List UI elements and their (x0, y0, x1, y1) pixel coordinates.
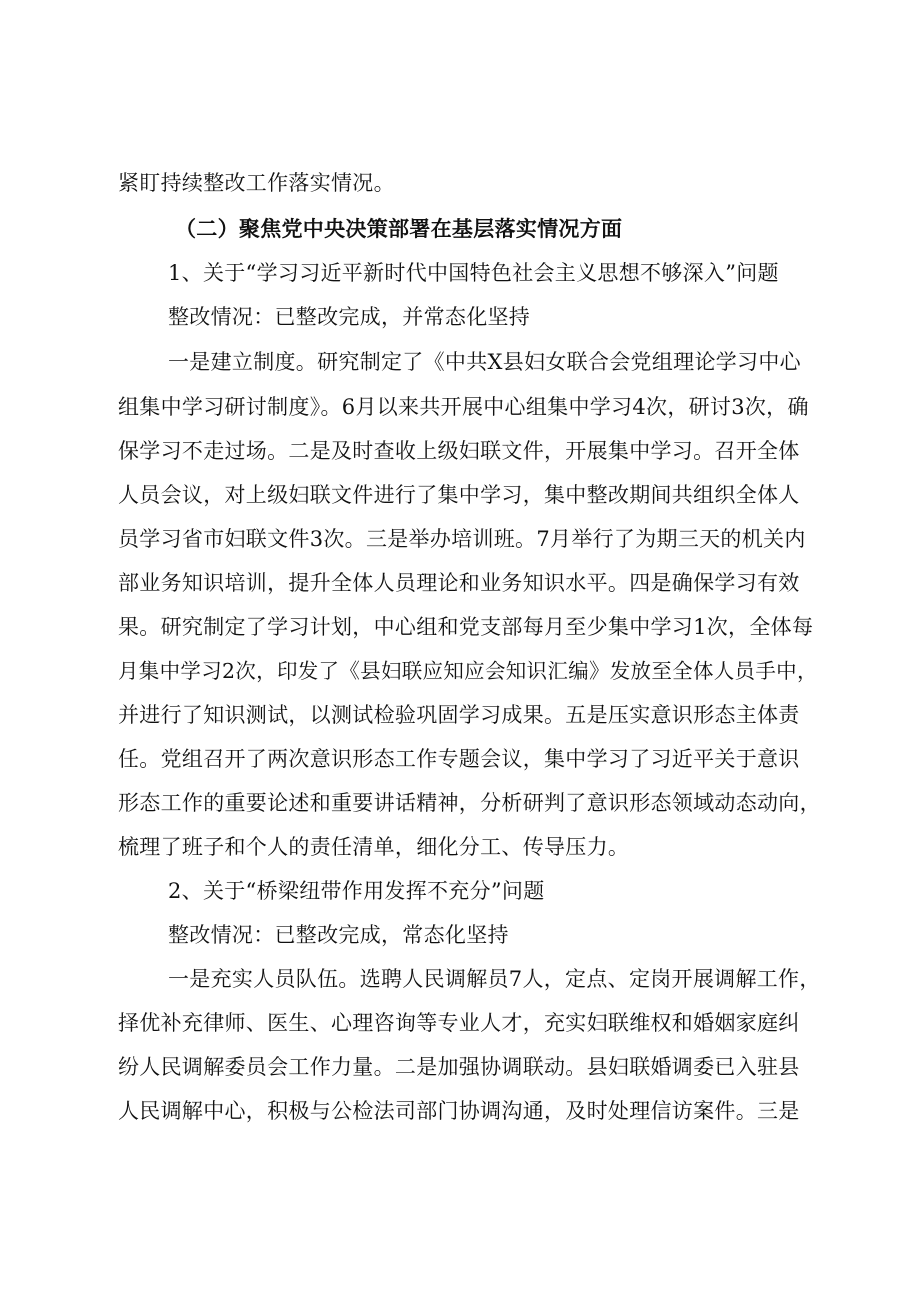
paragraph-line: 梳理了班子和个人的责任清单，细化分工、传导压力。 (118, 835, 630, 859)
issue-title-1: 1、关于“学习习近平新时代中国特色社会主义思想不够深入”问题 (168, 261, 779, 285)
paragraph-line: 果。研究制定了学习计划，中心组和党支部每月至少集中学习1次，全体每 (118, 615, 814, 639)
paragraph-line: 一是充实人员队伍。选聘人民调解员7人，定点、定岗开展调解工作， (168, 967, 821, 991)
status-line-1: 整改情况：已整改完成，并常态化坚持 (168, 305, 531, 329)
paragraph-line: 组集中学习研讨制度》。6月以来共开展中心组集中学习4次，研讨3次，确 (118, 395, 809, 419)
paragraph-line: 人民调解中心，积极与公检法司部门协调沟通，及时处理信访案件。三是 (118, 1099, 800, 1123)
paragraph-line: 员学习省市妇联文件3次。三是举办培训班。7月举行了为期三天的机关内 (118, 527, 806, 551)
paragraph-line: 纷人民调解委员会工作力量。二是加强协调联动。县妇联婚调委已入驻县 (118, 1055, 800, 1079)
paragraph-line: 并进行了知识测试，以测试检验巩固学习成果。五是压实意识形态主体责 (118, 703, 800, 727)
paragraph-line: 形态工作的重要论述和重要讲话精神，分析研判了意识形态领域动态动向， (118, 791, 821, 815)
status-line-2: 整改情况：已整改完成，常态化坚持 (168, 923, 509, 947)
paragraph-line: 任。党组召开了两次意识形态工作专题会议，集中学习了习近平关于意识 (118, 747, 800, 771)
paragraph-line: 保学习不走过场。二是及时查收上级妇联文件，开展集中学习。召开全体 (118, 439, 800, 463)
text-line-continuation: 紧盯持续整改工作落实情况。 (118, 171, 395, 195)
paragraph-line: 人员会议，对上级妇联文件进行了集中学习，集中整改期间共组织全体人 (118, 483, 800, 507)
paragraph-line: 择优补充律师、医生、心理咨询等专业人才，充实妇联维权和婚姻家庭纠 (118, 1011, 800, 1035)
paragraph-line: 部业务知识培训，提升全体人员理论和业务知识水平。四是确保学习有效 (118, 571, 800, 595)
paragraph-line: 月集中学习2次，印发了《县妇联应知应会知识汇编》发放至全体人员手中， (118, 659, 818, 683)
issue-title-2: 2、关于“桥梁纽带作用发挥不充分”问题 (168, 879, 545, 903)
section-heading: （二）聚焦党中央决策部署在基层落实情况方面 (175, 216, 623, 241)
paragraph-line: 一是建立制度。研究制定了《中共X县妇女联合会党组理论学习中心 (168, 350, 801, 374)
